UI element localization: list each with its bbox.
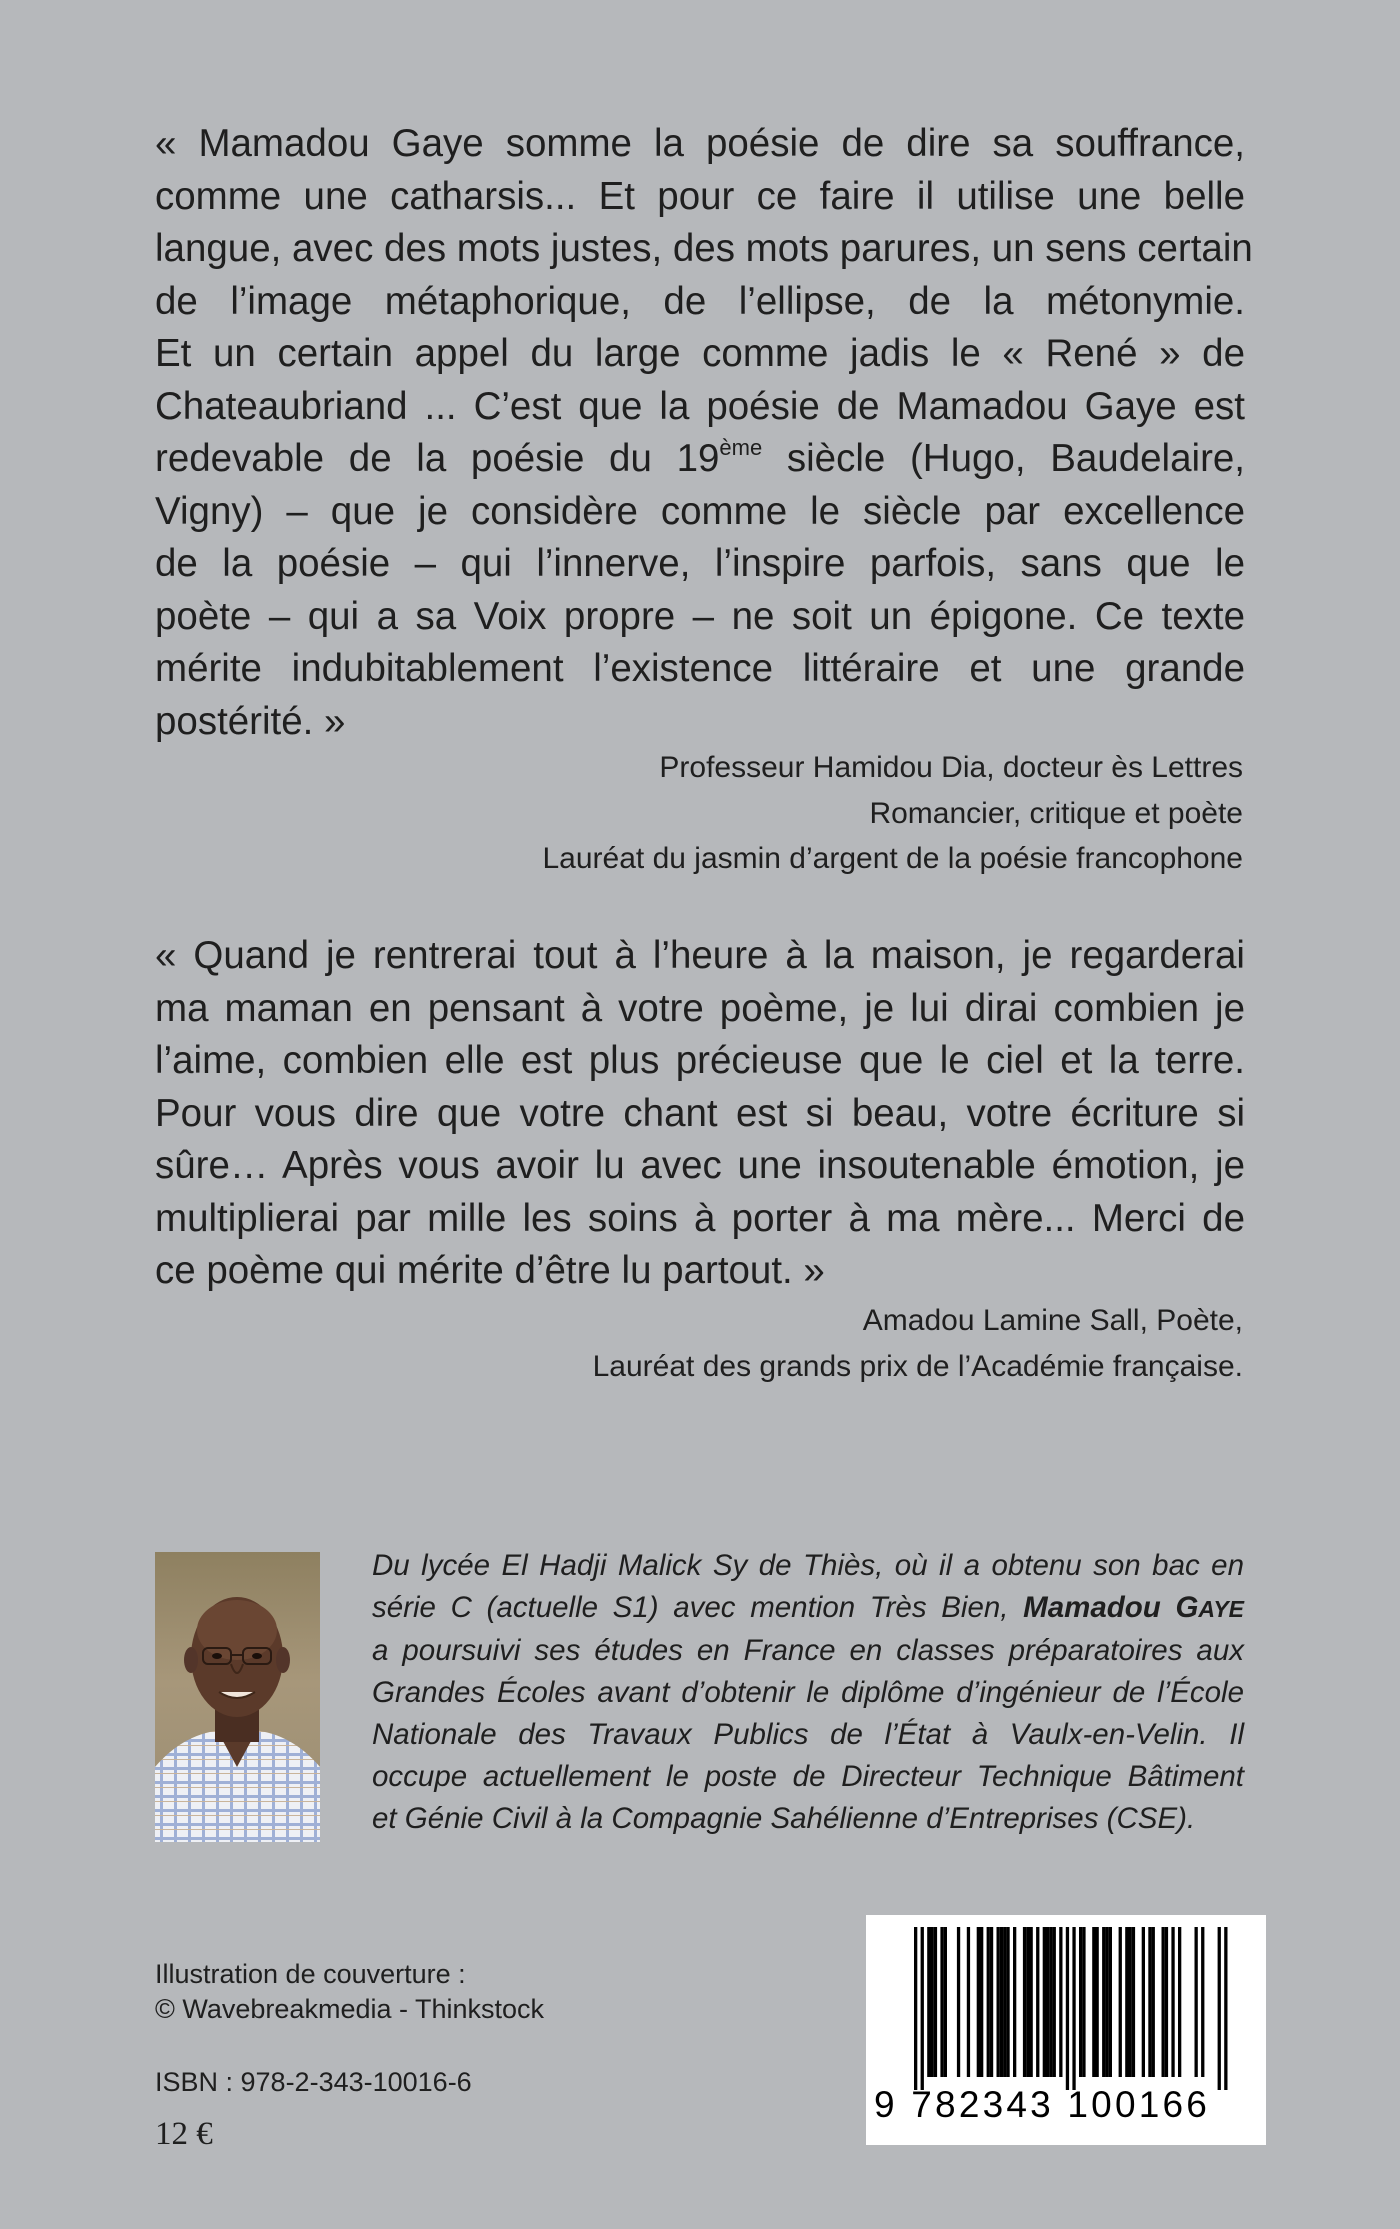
- quote-hamidou-dia: [155, 118, 1253, 748]
- barcode-bar: [1109, 1927, 1112, 2077]
- barcode-bar: [987, 1927, 990, 2077]
- barcode-bar: [934, 1927, 937, 2077]
- barcode-bar: [1059, 1927, 1062, 2077]
- barcode-bar: [1218, 1927, 1221, 2090]
- barcode-bar: [1102, 1927, 1105, 2077]
- author-biography: [372, 1545, 1244, 1840]
- barcode-bar: [997, 1927, 1000, 2077]
- attribution-line: Professeur Hamidou Dia, docteur ès Lettres: [659, 751, 1243, 784]
- author-photo: [155, 1552, 320, 1842]
- quote-line: Et un certain appel du large comme jadis le « René » de: [155, 332, 1245, 375]
- barcode-bar: [1119, 1927, 1122, 2077]
- barcode-bar: [1013, 1927, 1016, 2077]
- bio-line: Grandes Écoles avant d’obtenir le diplôme d’ingénieur de l’École: [372, 1676, 1244, 1709]
- quote-line: ma maman en pensant à votre poème, je lui dirai combien je: [155, 986, 1245, 1030]
- bio-line: Nationale des Travaux Publics de l’État à Vaulx-en-Velin. Il: [372, 1718, 1244, 1751]
- quote-line: Vigny) – que je considère comme le siècle par excellence: [155, 489, 1245, 533]
- barcode-bar: [1003, 1927, 1006, 2077]
- quote-line: mérite indubitablement l’existence littéraire et une grande: [155, 647, 1245, 690]
- barcode-bar: [931, 1927, 934, 2077]
- barcode-bar: [980, 1927, 983, 2077]
- quote-line: sûre… Après vous avoir lu avec une insoutenable émotion, je: [155, 1144, 1245, 1187]
- author-portrait-illustration: [155, 1552, 320, 1842]
- barcode-bar: [1079, 1927, 1082, 2077]
- author-name-first: Mamadou G: [1023, 1591, 1199, 1624]
- barcode-bar: [1224, 1927, 1227, 2090]
- barcode-bar: [1148, 1927, 1151, 2077]
- barcode-bar: [1026, 1927, 1029, 2077]
- barcode-bar: [940, 1927, 943, 2077]
- barcode-bar: [1125, 1927, 1128, 2077]
- barcode-bar: [1132, 1927, 1135, 2077]
- quote-line: l’aime, combien elle est plus précieuse que le ciel et la terre.: [155, 1039, 1245, 1082]
- barcode-bar: [1043, 1927, 1046, 2077]
- quote-text: siècle (Hugo, Baudelaire,: [762, 437, 1245, 480]
- barcode-bar: [1053, 1927, 1056, 2077]
- quote-line: de la poésie – qui l’innerve, l’inspire parfois, sans que le: [155, 542, 1245, 585]
- barcode-bar: [1096, 1927, 1099, 2077]
- barcode-bar: [921, 1927, 924, 2090]
- barcode-bar: [957, 1927, 960, 2077]
- credits-label: Illustration de couverture :: [155, 1959, 466, 1989]
- bio-line: [372, 1587, 1244, 1630]
- quote-line: « Quand je rentrerai tout à l’heure à la maison, je regarderai: [155, 934, 1245, 977]
- barcode-bar: [1049, 1927, 1052, 2077]
- quote-line: ce poème qui mérite d’être lu partout. »: [155, 1249, 825, 1292]
- barcode-bar: [1178, 1927, 1181, 2077]
- price: 12 €: [155, 2116, 213, 2152]
- attribution-hamidou-dia: [243, 745, 1243, 882]
- quote-amadou-lamine-sall: [155, 930, 1245, 1298]
- author-name: [1023, 1591, 1244, 1624]
- barcode-bar: [1162, 1927, 1165, 2077]
- barcode-bar: [1105, 1927, 1108, 2077]
- quote-line: Pour vous dire que votre chant est si beau, votre écriture si: [155, 1091, 1245, 1135]
- superscript: ème: [719, 435, 763, 461]
- barcode-bar: [1171, 1927, 1174, 2077]
- author-name-small-caps: AYE: [1198, 1596, 1245, 1622]
- isbn: ISBN : 978-2-343-10016-6: [155, 2067, 472, 2097]
- barcode-bars: [866, 1915, 1266, 2090]
- bio-line: a poursuivi ses études en France en classes préparatoires aux: [372, 1634, 1244, 1667]
- barcode-bar: [914, 1927, 917, 2090]
- attribution-line: Romancier, critique et poète: [869, 796, 1243, 830]
- quote-line: postérité. »: [155, 699, 346, 743]
- barcode-bar: [1092, 1927, 1095, 2077]
- cover-illustration-credits: [155, 1957, 544, 2027]
- barcode-bar: [977, 1927, 980, 2077]
- barcode-bar: [1072, 1927, 1075, 2090]
- quote-line: langue, avec des mots justes, des mots parures, un sens certain: [155, 227, 1253, 270]
- bio-line: et Génie Civil à la Compagnie Sahélienne d’Entreprises (CSE).: [372, 1802, 1196, 1835]
- quote-line: de l’image métaphorique, de l’ellipse, de la métonymie.: [155, 279, 1245, 323]
- quote-text: redevable de la poésie du 19: [155, 437, 720, 480]
- quote-line: [155, 433, 1245, 486]
- barcode-bar: [944, 1927, 947, 2077]
- attribution-amadou-lamine-sall: [243, 1298, 1243, 1389]
- quote-line: multiplierai par mille les soins à porter à ma mère... Merci de: [155, 1196, 1245, 1240]
- barcode-bar: [1082, 1927, 1085, 2077]
- barcode-digits: 9 782343 100166: [874, 2084, 1211, 2125]
- bio-line: Du lycée El Hadji Malick Sy de Thiès, où il a obtenu son bac en: [372, 1549, 1244, 1582]
- barcode-bar: [1195, 1927, 1198, 2077]
- attribution-line: Lauréat des grands prix de l’Académie française.: [592, 1349, 1243, 1383]
- credits-source: © Wavebreakmedia - Thinkstock: [155, 1994, 545, 2024]
- quote-line: « Mamadou Gaye somme la poésie de dire sa souffrance,: [155, 122, 1245, 165]
- barcode-bar: [1046, 1927, 1049, 2077]
- barcode-bar: [967, 1927, 970, 2077]
- quote-line: comme une catharsis... Et pour ce faire il utilise une belle: [155, 174, 1245, 218]
- barcode-bar: [1142, 1927, 1145, 2077]
- bio-text: série C (actuelle S1) avec mention Très Bien,: [372, 1591, 1009, 1624]
- barcode-bar: [1036, 1927, 1039, 2077]
- barcode-bar: [1030, 1927, 1033, 2077]
- barcode-bar: [1023, 1927, 1026, 2077]
- barcode-bar: [1152, 1927, 1155, 2077]
- barcode-bar: [1000, 1927, 1003, 2077]
- barcode-bar: [1165, 1927, 1168, 2077]
- barcode: [866, 1915, 1266, 2145]
- barcode-bar: [990, 1927, 993, 2077]
- barcode-bar: [1066, 1927, 1069, 2090]
- barcode-bar: [1006, 1927, 1009, 2077]
- attribution-line: Amadou Lamine Sall, Poète,: [862, 1304, 1243, 1337]
- barcode-bar: [1129, 1927, 1132, 2077]
- barcode-bar: [927, 1927, 930, 2077]
- quote-line: poète – qui a sa Voix propre – ne soit un épigone. Ce texte: [155, 594, 1245, 638]
- attribution-line: Lauréat du jasmin d’argent de la poésie francophone: [542, 842, 1243, 875]
- barcode-bar: [1201, 1927, 1204, 2077]
- quote-line: Chateaubriand ... C’est que la poésie de Mamadou Gaye est: [155, 384, 1245, 428]
- bio-line: occupe actuellement le poste de Directeur Technique Bâtiment: [372, 1760, 1244, 1793]
